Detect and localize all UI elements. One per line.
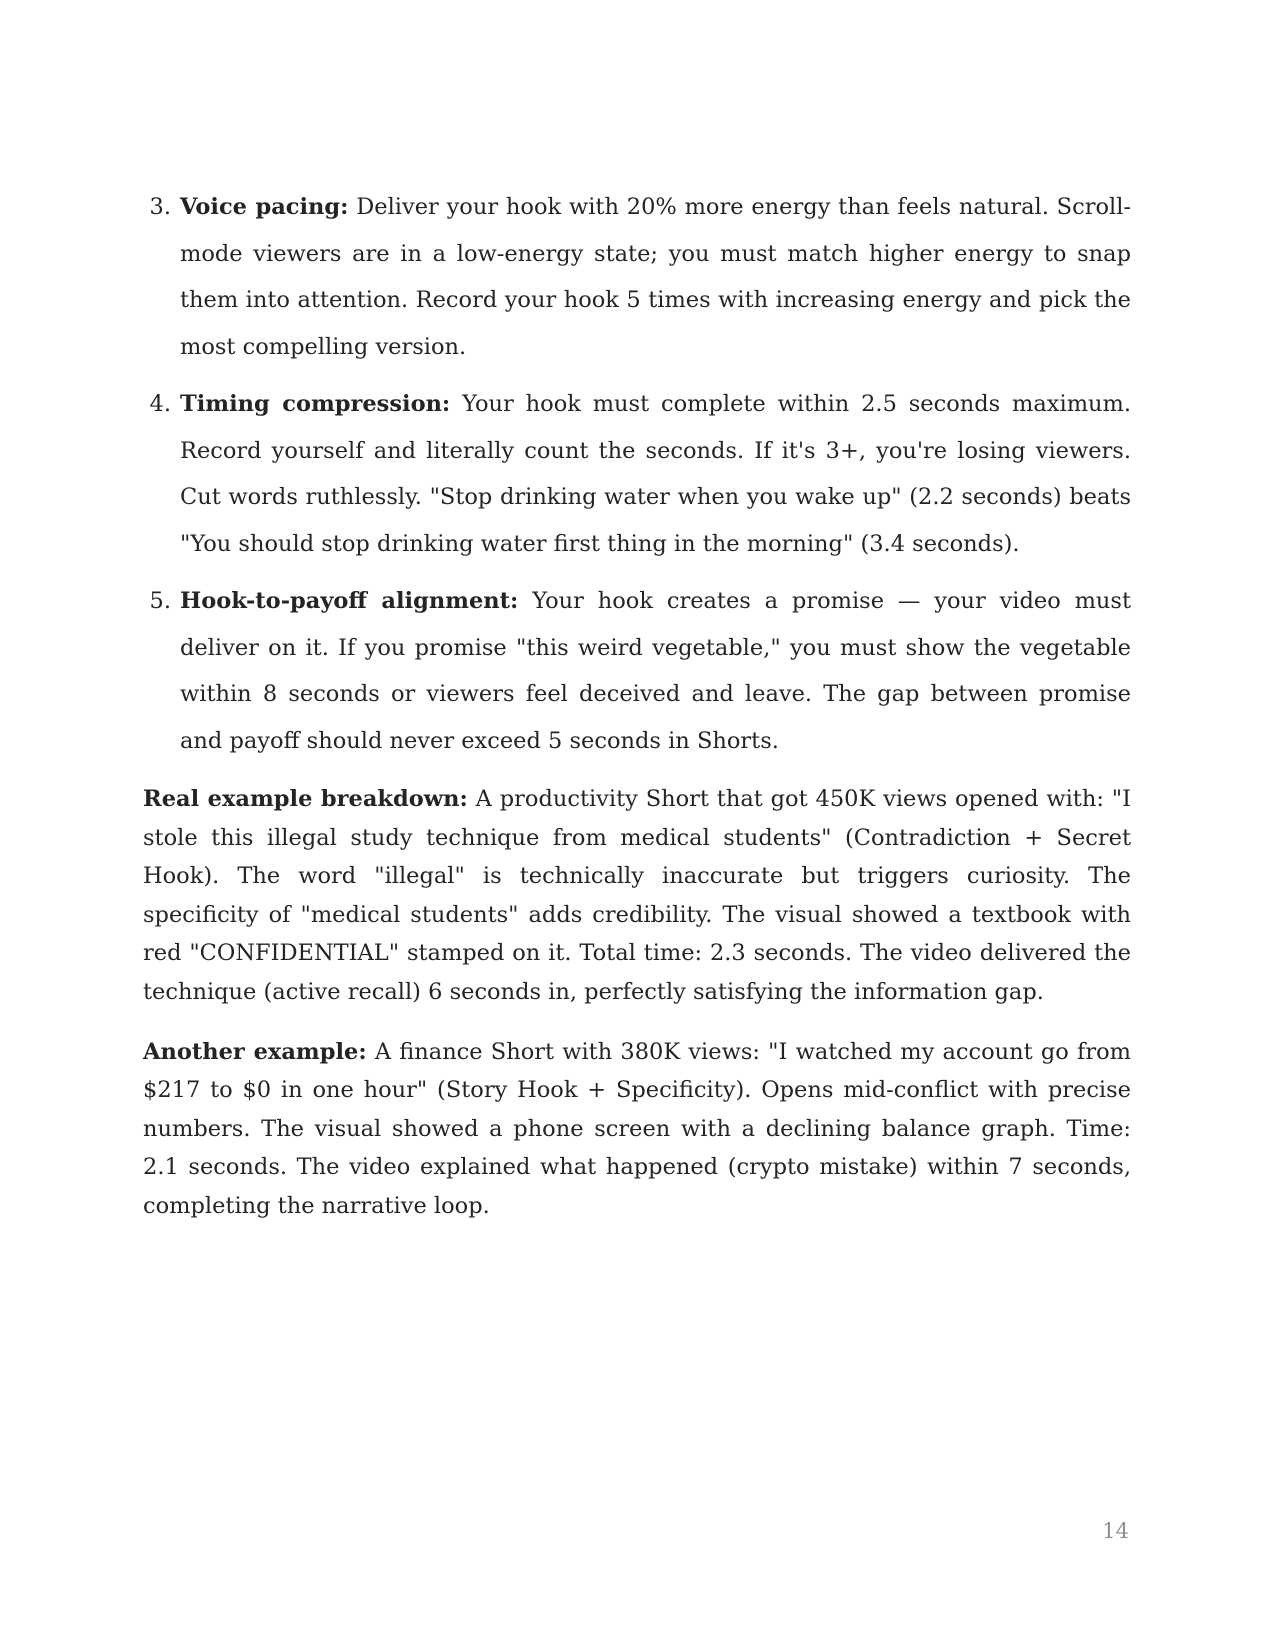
- list-item-body: Deliver your hook with 20% more energy than feels natural. Scroll-mode viewers are in a low-energy state; you must match higher energy to snap them into attention. Record your hook 5 times with increasing energy and pick the most compelling version.: [180, 194, 1131, 360]
- list-item-body: Your hook must complete within 2.5 seconds maximum. Record yourself and literally count the seconds. If it's 3+, you're losing viewers. Cut words ruthlessly. "Stop drinking water when you wake up" (2.2 seconds) beats "You should stop drinking water first thing in the morning" (3.4 seconds).: [180, 391, 1132, 557]
- list-item-number: 5.: [149, 588, 171, 614]
- list-item-lead: Hook-to-payoff alignment:: [180, 588, 519, 614]
- list-item-lead: Voice pacing:: [180, 194, 349, 220]
- list-item: [143, 578, 1131, 764]
- list-item: [143, 184, 1131, 370]
- paragraph-lead: Real example breakdown:: [143, 786, 468, 812]
- paragraph: [143, 1033, 1131, 1226]
- numbered-list: [143, 184, 1131, 764]
- list-item: [143, 381, 1131, 567]
- page-number: 14: [1102, 1519, 1129, 1543]
- paragraph-lead: Another example:: [143, 1038, 367, 1065]
- paragraph: [143, 780, 1131, 1012]
- list-item-number: 3.: [149, 194, 171, 220]
- list-item-number: 4.: [149, 391, 171, 417]
- paragraph-body: A productivity Short that got 450K views opened with: "I stole this illegal study technique from medical students" (Contradiction + Secret Hook). The word "illegal" is technically inaccurate but triggers curiosity. The specificity of "medical students" adds credibility. The visual showed a textbook with red "CONFIDENTIAL" stamped on it. Total time: 2.3 seconds. The video delivered the technique (active recall) 6 seconds in, perfectly satisfying the information gap.: [143, 786, 1131, 1005]
- page-content: [143, 184, 1131, 1226]
- list-item-lead: Timing compression:: [180, 391, 451, 417]
- paragraph-body: A finance Short with 380K views: "I watched my account go from $217 to $0 in one hour" (Story Hook + Specificity). Opens mid-conflict with precise numbers. The visual showed a phone screen with a declining balance graph. Time: 2.1 seconds. The video explained what happened (crypto mistake) within 7 seconds, completing the narrative loop.: [143, 1038, 1131, 1219]
- list-item-body: Your hook creates a promise — your video must deliver on it. If you promise "this weird vegetable," you must show the vegetable within 8 seconds or viewers feel deceived and leave. The gap between promise and payoff should never exceed 5 seconds in Shorts.: [180, 588, 1132, 754]
